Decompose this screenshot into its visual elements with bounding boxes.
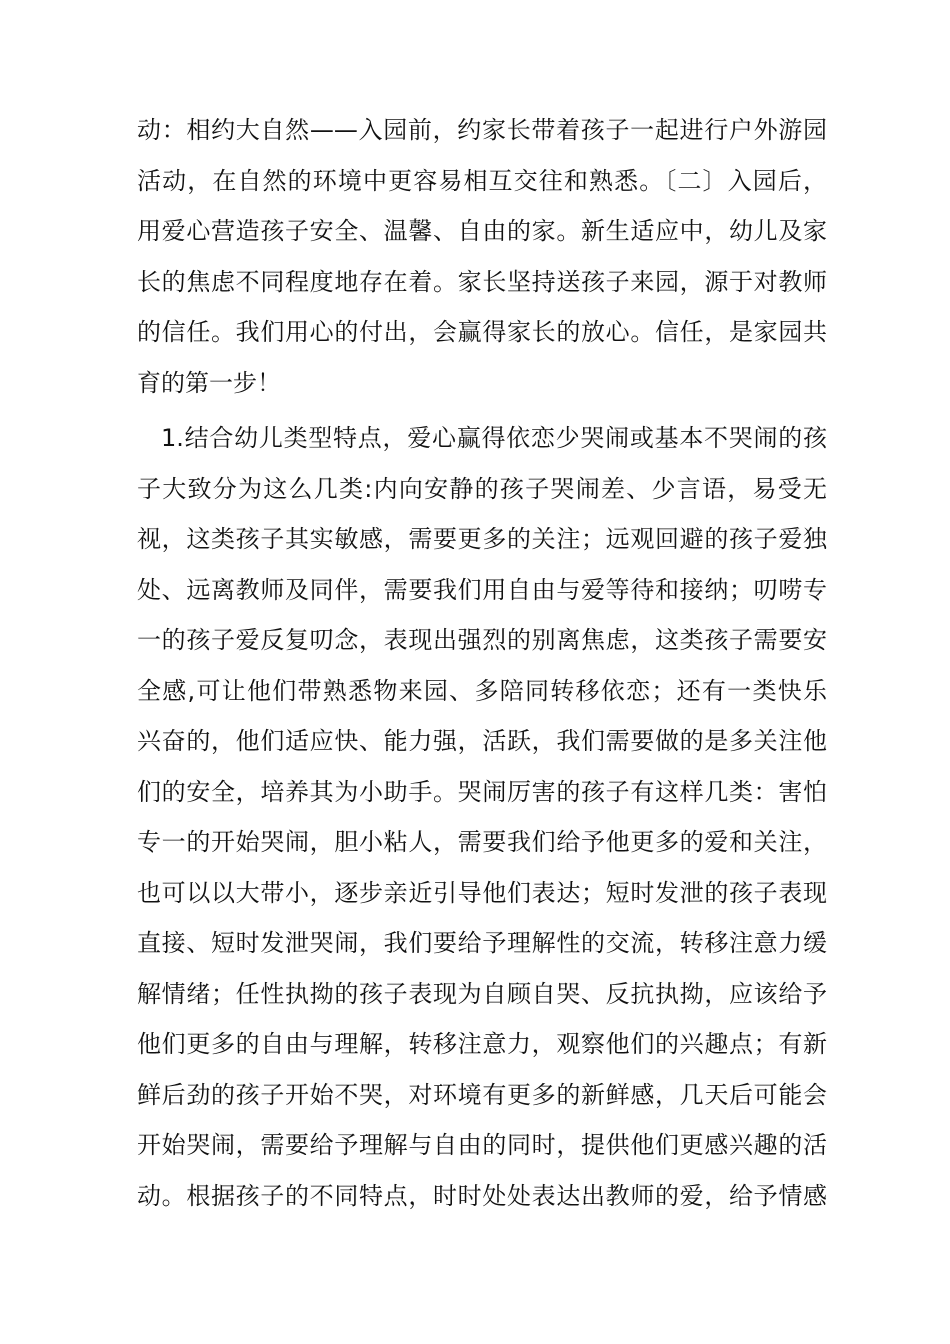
- text-line: 视，这类孩子其实敏感，需要更多的关注；远观回避的孩子爱独: [137, 525, 827, 553]
- text-line: 长的焦虑不同程度地存在着。家长坚持送孩子来园，源于对教师: [137, 267, 827, 296]
- text-line: 也可以以大带小，逐步亲近引导他们表达；短时发泄的孩子表现: [137, 878, 827, 907]
- text-line: 的信任。我们用心的付出，会赢得家长的放心。信任，是家园共: [137, 318, 827, 346]
- paragraph-1: [137, 105, 827, 408]
- text-line: 他们更多的自由与理解，转移注意力，观察他们的兴趣点；有新: [137, 1030, 827, 1058]
- text-line: 一的孩子爱反复叨念，表现出强烈的别离焦虑，这类孩子需要安: [137, 626, 827, 654]
- text-line: 动：相约大自然——入园前，约家长带着孩子一起进行户外游园: [137, 116, 827, 144]
- paragraph-2: [137, 413, 827, 1221]
- text-line: 全感,可让他们带熟悉物来园、多陪同转移依恋；还有一类快乐: [137, 676, 827, 705]
- text-line: 1.结合幼儿类型特点，爱心赢得依恋少哭闹或基本不哭闹的孩: [161, 424, 827, 452]
- text-line: 活动，在自然的环境中更容易相互交往和熟悉。〔二〕入园后，: [137, 166, 827, 195]
- text-line: 们的安全，培养其为小助手。哭闹厉害的孩子有这样几类：害怕: [137, 777, 827, 806]
- text-line: 处、远离教师及同伴，需要我们用自由与爱等待和接纳；叨唠专: [137, 575, 827, 604]
- text-line: 专一的开始哭闹，胆小粘人，需要我们给予他更多的爱和关注，: [137, 828, 827, 856]
- text-line: 解情绪；任性执拗的孩子表现为自顾自哭、反抗执拗，应该给予: [137, 979, 827, 1008]
- text-line: 开始哭闹，需要给予理解与自由的同时，提供他们更感兴趣的活: [137, 1131, 827, 1159]
- text-line: 动。根据孩子的不同特点，时时处处表达出教师的爱，给予情感: [137, 1181, 827, 1210]
- text-line: 育的第一步！: [137, 368, 281, 397]
- text-line: 直接、短时发泄哭闹，我们要给予理解性的交流，转移注意力缓: [137, 929, 827, 957]
- text-line: 子大致分为这么几类:内向安静的孩子哭闹差、少言语，易受无: [137, 474, 827, 503]
- text-line: 鲜后劲的孩子开始不哭，对环境有更多的新鲜感，几天后可能会: [137, 1080, 827, 1109]
- text-line: 兴奋的，他们适应快、能力强，活跃，我们需要做的是多关注他: [137, 727, 827, 755]
- text-line: 用爱心营造孩子安全、温馨、自由的家。新生适应中，幼儿及家: [137, 217, 827, 245]
